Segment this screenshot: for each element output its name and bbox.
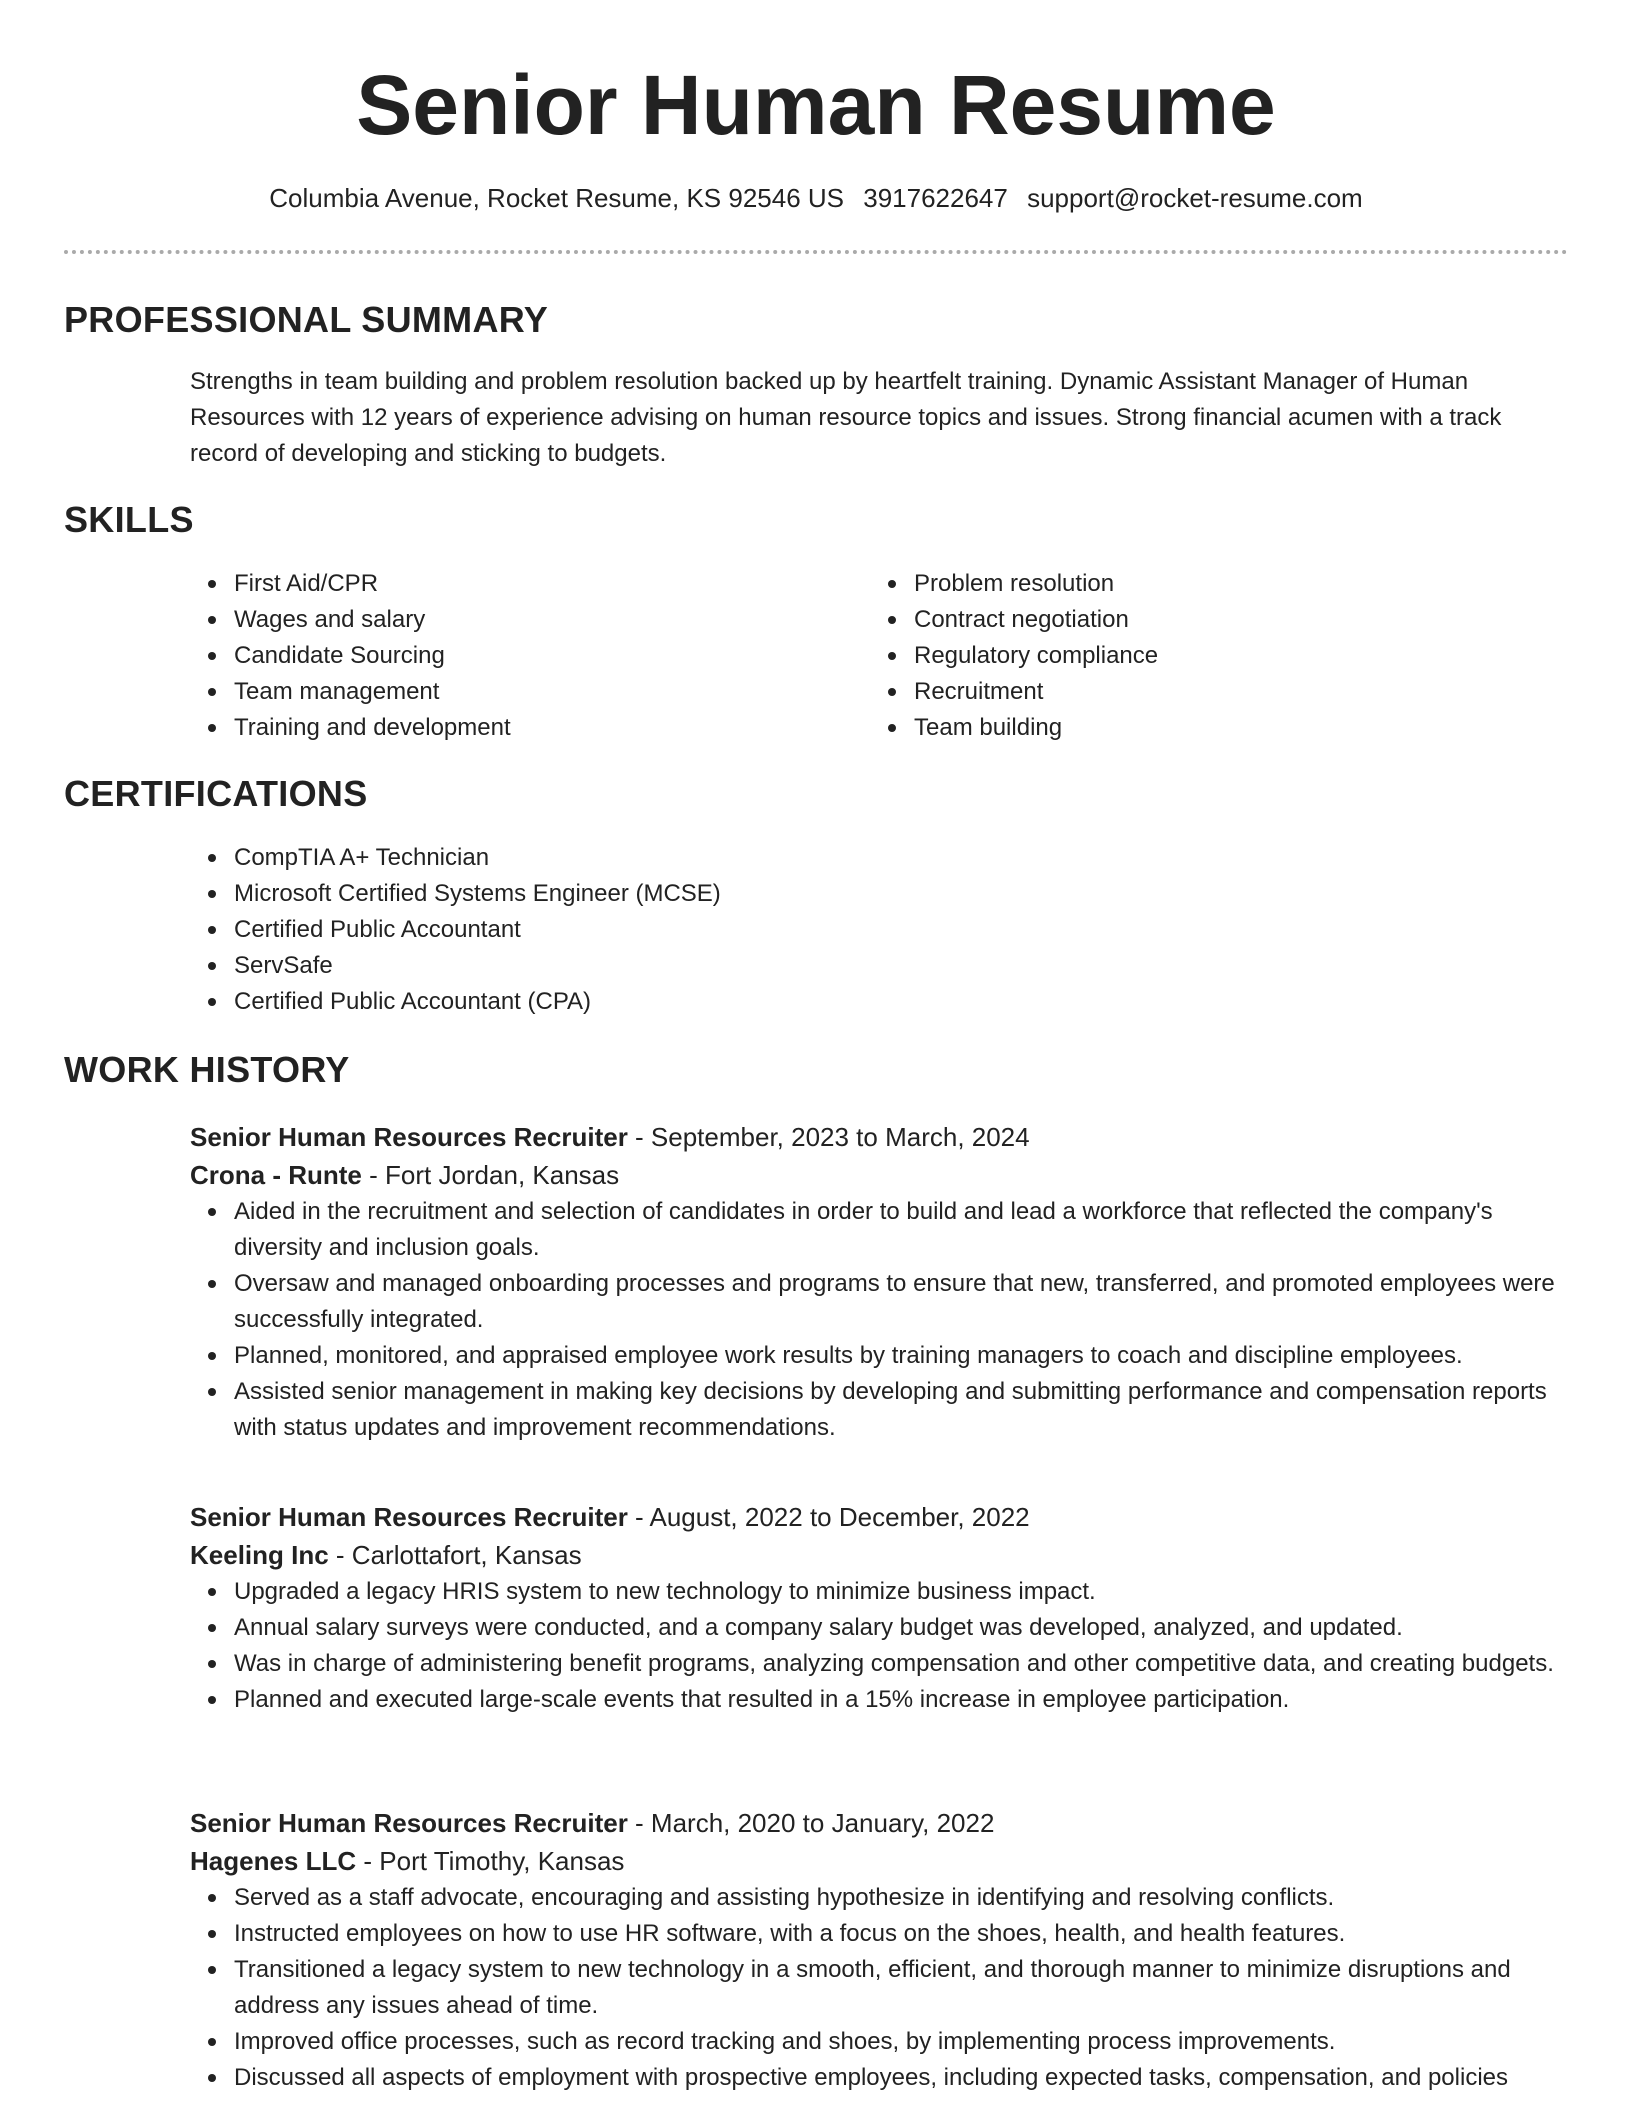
job-company: Hagenes LLC: [190, 1846, 357, 1876]
certification-item: Microsoft Certified Systems Engineer (MCSE): [234, 876, 1570, 912]
job-company-line: [190, 1536, 1570, 1574]
skill-item: Regulatory compliance: [914, 638, 1550, 674]
skill-item: First Aid/CPR: [234, 566, 870, 602]
job-bullet: Assisted senior management in making key decisions by developing and submitting performance and compensation reports with status updates and improvement recommendations.: [234, 1374, 1570, 1446]
certification-item: Certified Public Accountant: [234, 912, 1570, 948]
contact-line: [0, 180, 1632, 216]
job-bullet: Was in charge of administering benefit programs, analyzing compensation and other competitive data, and creating budgets.: [234, 1646, 1570, 1682]
job-location: - Carlottafort, Kansas: [328, 1540, 582, 1570]
skills-heading: SKILLS: [64, 499, 194, 540]
certification-item: ServSafe: [234, 948, 1570, 984]
candidate-name: Senior Human Resume: [356, 58, 1276, 152]
contact-phone: 3917622647: [863, 183, 1008, 213]
contact-email: support@rocket-resume.com: [1027, 183, 1363, 213]
job-role: Senior Human Resources Recruiter: [190, 1808, 628, 1838]
summary-section: [190, 364, 1550, 472]
job-bullet: Discussed all aspects of employment with prospective employees, including expected tasks, compensation, and policies: [234, 2060, 1570, 2096]
certification-item: CompTIA A+ Technician: [234, 840, 1570, 876]
job-company-line: [190, 1156, 1570, 1194]
skills-column-right: [870, 566, 1550, 746]
job-dates: - March, 2020 to January, 2022: [627, 1808, 995, 1838]
job-bullet: Served as a staff advocate, encouraging and assisting hypothesize in identifying and resolving conflicts.: [234, 1880, 1570, 1916]
job-bullet: Improved office processes, such as record tracking and shoes, by implementing process improvements.: [234, 2024, 1570, 2060]
skills-column-left: [190, 566, 870, 746]
job-title-line: [190, 1498, 1570, 1536]
job-title-line: [190, 1804, 1570, 1842]
job-entry: [190, 1118, 1570, 1446]
job-bullet: Instructed employees on how to use HR software, with a focus on the shoes, health, and health features.: [234, 1916, 1570, 1952]
job-bullet: Planned and executed large-scale events that resulted in a 15% increase in employee participation.: [234, 1682, 1570, 1718]
job-location: - Port Timothy, Kansas: [356, 1846, 625, 1876]
job-dates: - August, 2022 to December, 2022: [627, 1502, 1030, 1532]
job-role: Senior Human Resources Recruiter: [190, 1502, 628, 1532]
skill-item: Wages and salary: [234, 602, 870, 638]
skill-item: Contract negotiation: [914, 602, 1550, 638]
job-company: Crona - Runte: [190, 1160, 362, 1190]
summary-heading: PROFESSIONAL SUMMARY: [64, 299, 549, 340]
job-company-line: [190, 1842, 1570, 1880]
job-bullets: [190, 1194, 1570, 1446]
job-company: Keeling Inc: [190, 1540, 329, 1570]
job-dates: - September, 2023 to March, 2024: [627, 1122, 1030, 1152]
job-bullets: [190, 1880, 1570, 2096]
job-bullet: Oversaw and managed onboarding processes and programs to ensure that new, transferred, and promoted employees were successfully integrated.: [234, 1266, 1570, 1338]
certification-item: Certified Public Accountant (CPA): [234, 984, 1570, 1020]
job-bullet: Annual salary surveys were conducted, and a company salary budget was developed, analyzed, and updated.: [234, 1610, 1570, 1646]
header-divider: [64, 250, 1568, 254]
job-entry: [190, 1804, 1570, 2096]
job-bullet: Upgraded a legacy HRIS system to new technology to minimize business impact.: [234, 1574, 1570, 1610]
job-location: - Fort Jordan, Kansas: [361, 1160, 620, 1190]
job-bullets: [190, 1574, 1570, 1718]
contact-address: Columbia Avenue, Rocket Resume, KS 92546 US: [269, 183, 845, 213]
summary-text: Strengths in team building and problem resolution backed up by heartfelt training. Dynamic Assistant Manager of Human Resources with 12 years of experience advising on human resource topics and issues. Strong financial acumen with a track record of developing and sticking to budgets.: [190, 368, 1502, 467]
skill-item: Recruitment: [914, 674, 1550, 710]
skill-item: Team building: [914, 710, 1550, 746]
work-history-heading: WORK HISTORY: [64, 1049, 350, 1090]
certifications-section: [190, 840, 1570, 1020]
job-bullet: Transitioned a legacy system to new technology in a smooth, efficient, and thorough manner to minimize disruptions and address any issues ahead of time.: [234, 1952, 1570, 2024]
certifications-heading: CERTIFICATIONS: [64, 773, 368, 814]
skills-section: [190, 566, 1570, 746]
job-bullet: Planned, monitored, and appraised employee work results by training managers to coach and discipline employees.: [234, 1338, 1570, 1374]
job-role: Senior Human Resources Recruiter: [190, 1122, 628, 1152]
skill-item: Team management: [234, 674, 870, 710]
skill-item: Candidate Sourcing: [234, 638, 870, 674]
job-bullet: Aided in the recruitment and selection of candidates in order to build and lead a workforce that reflected the company's diversity and inclusion goals.: [234, 1194, 1570, 1266]
job-entry: [190, 1498, 1570, 1718]
job-title-line: [190, 1118, 1570, 1156]
skill-item: Problem resolution: [914, 566, 1550, 602]
skill-item: Training and development: [234, 710, 870, 746]
